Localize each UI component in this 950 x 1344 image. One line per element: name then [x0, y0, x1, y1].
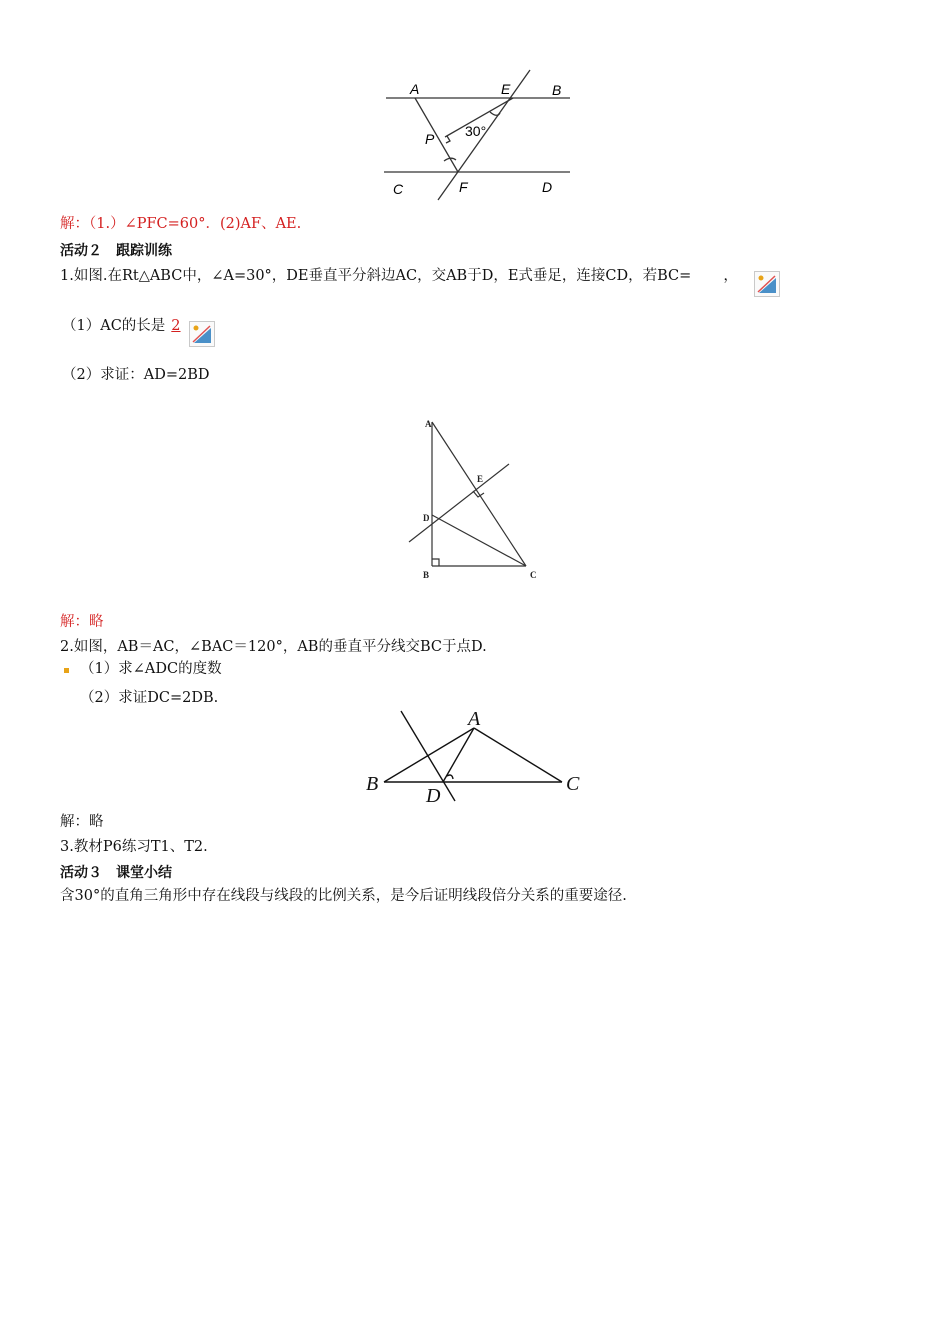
fig2-label-d: D	[423, 513, 430, 523]
problem1-part1-prefix: （1）AC的长是	[62, 318, 166, 334]
fig3-label-d: D	[426, 785, 441, 807]
fig1-angle-label: 30°	[465, 123, 487, 139]
fig2-label-a: A	[425, 419, 432, 429]
answer-3: 解：略	[60, 814, 104, 830]
problem1-part2: （2）求证：AD=2BD	[62, 367, 210, 383]
fig3-label-b: B	[366, 773, 379, 795]
problem1-stem-text: 1.如图.在Rt△ABC中，∠A=30°，DE垂直平分斜边AC，交AB于D，E式垂足，连接CD，若BC=	[60, 268, 692, 284]
activity3-title: 活动３ 课堂小结	[60, 865, 172, 881]
fig1-label-f: F	[459, 179, 468, 195]
problem2-part1: （1）求∠ADC的度数	[80, 661, 222, 677]
answer-1: 解：（1.）∠PFC=60°．(2)AF、AE.	[60, 216, 302, 232]
fig1-label-b: B	[552, 82, 562, 98]
activity2-title: 活动２ 跟踪训练	[60, 243, 172, 259]
fig1-label-p: P	[425, 131, 435, 147]
fig2-label-c: C	[530, 570, 537, 580]
fig2-label-b: B	[423, 570, 430, 580]
problem1-stem-end: ，	[723, 268, 738, 284]
fig1-label-a: A	[410, 81, 420, 97]
problem3: 3.教材P6练习T1、T2.	[60, 839, 208, 855]
fig1-label-e: E	[501, 81, 511, 97]
problem1-part1-answer: 2	[171, 318, 181, 334]
summary-text: 含30°的直角三角形中存在线段与线段的比例关系，是今后证明线段倍分关系的重要途径.	[60, 888, 627, 904]
fig2-label-e: E	[477, 474, 484, 484]
fig3-label-a: A	[468, 708, 481, 730]
fig1-label-d: D	[542, 179, 553, 195]
problem2-part2: （2）求证DC=2DB.	[80, 690, 219, 706]
problem2-stem: 2.如图，AB＝AC，∠BAC＝120°，AB的垂直平分线交BC于点D.	[60, 639, 487, 655]
answer-2: 解：略	[60, 614, 104, 630]
fig3-label-c: C	[566, 773, 580, 795]
fig1-label-c: C	[393, 181, 404, 197]
